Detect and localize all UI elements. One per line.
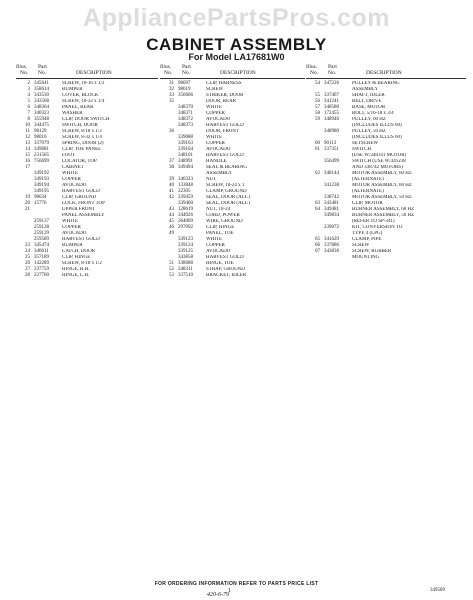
part-description: COPPER bbox=[206, 111, 225, 116]
header-part: Part bbox=[328, 64, 337, 70]
part-number: 348144 bbox=[324, 171, 339, 176]
handwritten-note: 420-6-79 bbox=[207, 592, 229, 598]
illus-number: 31 bbox=[169, 81, 174, 86]
header-no: No. bbox=[310, 70, 319, 76]
part-description: AVOCADO bbox=[206, 147, 231, 152]
part-number: 348371 bbox=[178, 111, 193, 116]
part-number: 343858 bbox=[178, 255, 193, 260]
illus-number: 66 bbox=[315, 243, 320, 248]
illus-number: 2 bbox=[27, 81, 30, 86]
part-description: SCREW, 8-32 x 1/4 bbox=[62, 135, 102, 140]
part-number: 358614 bbox=[34, 87, 49, 92]
illus-number: 38 bbox=[169, 165, 174, 170]
header-divider bbox=[306, 78, 466, 79]
part-description: COPPER bbox=[206, 243, 225, 248]
part-number: 340323 bbox=[34, 111, 49, 116]
part-description: DOOR, FRONT bbox=[206, 129, 240, 134]
part-description: SCREW, 10-16 x 1/2 bbox=[62, 81, 105, 86]
part-description: PULLEY, 60 HZ bbox=[352, 117, 386, 122]
illus-number: 64 bbox=[315, 207, 320, 212]
part-number: 343481 bbox=[324, 201, 339, 206]
part-description: ASSEMBLY bbox=[206, 171, 233, 176]
parts-rows bbox=[160, 81, 305, 279]
illus-number: 14 bbox=[25, 147, 30, 152]
illus-number: 32 bbox=[169, 87, 174, 92]
illus-number: 58 bbox=[315, 111, 320, 116]
illus-number: 24 bbox=[25, 249, 30, 254]
illus-number: 51 bbox=[169, 261, 174, 266]
illus-number: 19 bbox=[25, 195, 30, 200]
part-number: 349193 bbox=[34, 177, 49, 182]
watermark: AppliancePartsPros.com bbox=[83, 4, 390, 32]
part-description: MOUNTING bbox=[352, 255, 380, 260]
illus-number: 6 bbox=[27, 105, 30, 110]
illus-number: 20 bbox=[25, 201, 30, 206]
part-description: (USE W/348141 MOTOR) bbox=[352, 153, 407, 158]
part-number: 349194 bbox=[34, 183, 49, 188]
part-description: NUT bbox=[206, 177, 217, 182]
footer-note: FOR ORDERING INFORMATION REFER TO PARTS PRICE LIST bbox=[154, 581, 319, 587]
part-number: 356606 bbox=[178, 93, 193, 98]
part-description: SETSCREW bbox=[352, 141, 379, 146]
part-number: 133848 bbox=[178, 183, 193, 188]
part-number: 142289 bbox=[34, 261, 49, 266]
part-number: 339125 bbox=[178, 249, 193, 254]
part-description: CABINET bbox=[62, 165, 84, 170]
part-number: 348991 bbox=[178, 159, 193, 164]
part-description: SCREW, 10-32 x 1/4 bbox=[62, 99, 105, 104]
part-number: 364069 bbox=[178, 219, 193, 224]
part-number: 349192 bbox=[34, 171, 49, 176]
illus-number: 4 bbox=[27, 93, 30, 98]
part-number: 357189 bbox=[34, 255, 49, 260]
table-row bbox=[16, 273, 158, 279]
part-number: 349195 bbox=[34, 189, 49, 194]
header-no: No. bbox=[20, 70, 29, 76]
illus-number: 11 bbox=[25, 129, 30, 134]
illus-number: 13 bbox=[25, 141, 30, 146]
illus-number: 21 bbox=[25, 207, 30, 212]
part-description: BUMPER bbox=[62, 243, 83, 248]
part-description: HARVEST GOLD bbox=[206, 153, 244, 158]
header-divider bbox=[160, 78, 305, 79]
parts-column-3 bbox=[306, 64, 466, 261]
column-header bbox=[16, 64, 158, 77]
part-number: 348946 bbox=[324, 117, 339, 122]
part-number bbox=[320, 255, 352, 261]
part-number: 231565 bbox=[34, 153, 49, 158]
part-description: STRIKER, DOOR bbox=[206, 93, 244, 98]
part-number: 756699 bbox=[34, 159, 49, 164]
part-number: 348101 bbox=[178, 153, 193, 158]
part-description: HANDLE bbox=[206, 159, 227, 164]
part-number: 348373 bbox=[178, 123, 193, 128]
part-description: AVOCADO bbox=[206, 117, 231, 122]
part-description: CLIP, TOE PANEL bbox=[62, 147, 102, 152]
part-number: 337510 bbox=[178, 273, 193, 278]
part-description: SEAL, DOOR (ALT.) bbox=[206, 201, 250, 206]
illus-number: 39 bbox=[169, 177, 174, 182]
parts-rows bbox=[306, 81, 466, 261]
illus-number: 63 bbox=[315, 201, 320, 206]
illus-number: 56 bbox=[315, 99, 320, 104]
part-number: 349494 bbox=[178, 165, 193, 170]
illus-number: 17 bbox=[25, 165, 30, 170]
part-number: 348980 bbox=[324, 129, 339, 134]
illus-number: 25 bbox=[25, 255, 30, 260]
part-number: 348580 bbox=[324, 105, 339, 110]
part-description: PANEL, REAR bbox=[62, 105, 94, 110]
part-number: 349681 bbox=[34, 147, 49, 152]
part-number: 259137 bbox=[34, 219, 49, 224]
part-description: AVOCADO bbox=[206, 249, 231, 254]
illus-number: 60 bbox=[315, 141, 320, 146]
part-number: 344475 bbox=[34, 123, 49, 128]
part-number: 98619 bbox=[178, 87, 191, 92]
parts-column-1 bbox=[16, 64, 158, 279]
part-description: MOTOR ASSEMBLY, 60 HZ bbox=[352, 171, 412, 176]
part-description: LOCK, FRONT TOP bbox=[62, 201, 105, 206]
part-description: SHAFT, IDLER bbox=[352, 93, 385, 98]
part-number: 337886 bbox=[324, 243, 339, 248]
illus-number: 61 bbox=[315, 147, 320, 152]
part-description: CLAMP, GROUND bbox=[206, 189, 247, 194]
illus-number: 40 bbox=[169, 183, 174, 188]
part-number: 339163 bbox=[178, 141, 193, 146]
header-description: DESCRIPTION bbox=[366, 70, 402, 76]
page-number: 1 bbox=[228, 588, 231, 594]
part-description: CLIP, DOOR SWITCH bbox=[62, 117, 110, 122]
part-number: 348364 bbox=[34, 105, 49, 110]
part-description: SEAL & BEARING bbox=[206, 165, 247, 170]
part-description: (REFER TO SP-341) bbox=[352, 219, 395, 224]
part-description: HARVEST GOLD bbox=[62, 189, 100, 194]
part-number: 172455 bbox=[324, 111, 339, 116]
part-description: ASSEMBLY bbox=[352, 87, 379, 92]
header-illus: Illus. bbox=[16, 64, 28, 70]
illus-number: 27 bbox=[25, 267, 30, 272]
part-number: 348370 bbox=[178, 105, 193, 110]
header-illus: Illus. bbox=[160, 64, 172, 70]
part-description: (ALTERNATE) bbox=[352, 177, 384, 182]
part-number: 349834 bbox=[324, 213, 339, 218]
part-description: CLAMP, PIPE bbox=[352, 237, 382, 242]
part-number: 346323 bbox=[178, 177, 193, 182]
illus-number: 59 bbox=[315, 117, 320, 122]
part-description: KIT, CONVERSION TO bbox=[352, 225, 403, 230]
part-description: WASHER bbox=[62, 111, 83, 116]
illus-number: 16 bbox=[25, 159, 30, 164]
part-description: SCREW, 10-24 x 1 bbox=[206, 183, 245, 188]
header-part-no: No. bbox=[328, 70, 337, 76]
illus-number: 10 bbox=[25, 123, 30, 128]
part-number: 259139 bbox=[34, 231, 49, 236]
illus-number: 33 bbox=[169, 93, 174, 98]
part-description: TYPE 4 (LPG) bbox=[352, 231, 383, 236]
part-description: BOLT, 5/16-18 x 3/4 bbox=[352, 111, 394, 116]
header-part-no: No. bbox=[38, 70, 47, 76]
illus-number: 43 bbox=[169, 207, 174, 212]
illus-number: 42 bbox=[169, 195, 174, 200]
header-part: Part bbox=[38, 64, 47, 70]
part-number: 239072 bbox=[324, 225, 339, 230]
part-description: FOOT bbox=[62, 153, 76, 158]
part-number: 15776 bbox=[34, 201, 47, 206]
part-description: BASE, MOTOR bbox=[352, 105, 386, 110]
illus-number: 46 bbox=[169, 225, 174, 230]
illus-number: 26 bbox=[25, 261, 30, 266]
illus-number: 7 bbox=[27, 111, 30, 116]
header-part: Part bbox=[182, 64, 191, 70]
page-subtitle: For Model LA17681W0 bbox=[188, 52, 285, 62]
part-description: CLIP, HINGE bbox=[206, 225, 235, 230]
illus-number: 12 bbox=[25, 135, 30, 140]
part-number: 356499 bbox=[324, 159, 339, 164]
part-description: WHITE bbox=[206, 105, 223, 110]
illus-number: 62 bbox=[315, 171, 320, 176]
illus-number: 23 bbox=[25, 243, 30, 248]
part-number: 259138 bbox=[34, 225, 49, 230]
part-description: SCREW bbox=[206, 87, 224, 92]
part-description: HARVEST GOLD bbox=[206, 255, 244, 260]
part-number: 341241 bbox=[324, 99, 339, 104]
header-description: DESCRIPTION bbox=[220, 70, 256, 76]
part-number: 348311 bbox=[178, 267, 193, 272]
part-number: 259589 bbox=[34, 237, 49, 242]
part-description: PANEL ASSEMBLY bbox=[62, 213, 105, 218]
parts-column-2 bbox=[160, 64, 305, 279]
illus-number: 37 bbox=[169, 159, 174, 164]
part-description: STRAP, GROUND bbox=[206, 267, 245, 272]
illus-number: 45 bbox=[169, 219, 174, 224]
part-number: 343530 bbox=[34, 93, 49, 98]
illus-number: 36 bbox=[169, 129, 174, 134]
part-number: 22305 bbox=[178, 189, 191, 194]
part-number: 338742 bbox=[324, 195, 339, 200]
part-number: 341238 bbox=[324, 183, 339, 188]
header-part-no: No. bbox=[182, 70, 191, 76]
part-description: SPRING, DOOR (2) bbox=[62, 141, 104, 146]
part-description: BUMPER bbox=[62, 87, 83, 92]
part-description: SCREW, 8-18 x 1/2 bbox=[62, 129, 102, 134]
part-description: (INCLUDES ILLUS 60) bbox=[352, 123, 402, 128]
illus-number: 5 bbox=[27, 99, 30, 104]
part-description: HINGE, TOE bbox=[206, 261, 234, 266]
page-title: CABINET ASSEMBLY bbox=[146, 35, 327, 54]
part-number: 337351 bbox=[324, 147, 339, 152]
illus-number: 49 bbox=[169, 231, 174, 236]
part-description: SEAL, DOOR (ALT.) bbox=[206, 195, 250, 200]
part-description: COPPER bbox=[62, 177, 81, 182]
illus-number: 57 bbox=[315, 105, 320, 110]
part-description: WHITE bbox=[206, 237, 223, 242]
part-description: NUT, 10-24 bbox=[206, 207, 231, 212]
part-description: WHITE bbox=[62, 219, 79, 224]
part-description: HARVEST GOLD bbox=[62, 237, 100, 242]
part-description: CLIP, HARNESS bbox=[206, 81, 242, 86]
part-number: 90113 bbox=[324, 141, 337, 146]
header-description: DESCRIPTION bbox=[76, 70, 112, 76]
part-description: MOTOR ASSEMBLY, 50 HZ bbox=[352, 195, 412, 200]
part-description: WHITE bbox=[62, 171, 79, 176]
part-number: 349481 bbox=[324, 207, 339, 212]
part-description: SCREW, RUBBER bbox=[352, 249, 392, 254]
part-description: CLIP, HINGE bbox=[62, 255, 91, 260]
part-description: CORD, POWER bbox=[206, 213, 240, 218]
part-number: 348372 bbox=[178, 117, 193, 122]
part-description: DOOR, REAR bbox=[206, 99, 237, 104]
part-number: 98129 bbox=[34, 129, 47, 134]
part-description: SWITCH, DOOR bbox=[62, 123, 98, 128]
part-description: PULLEY, 50 HZ bbox=[352, 129, 386, 134]
part-number: 340611 bbox=[34, 249, 49, 254]
illus-number: 3 bbox=[27, 87, 30, 92]
part-description: PULLEY & BEARING bbox=[352, 81, 400, 86]
part-description: (INCLUDES ILLUS 60) bbox=[352, 135, 402, 140]
part-description: AND 338742 MOTORS) bbox=[352, 165, 403, 170]
illus-number: 52 bbox=[169, 267, 174, 272]
part-number: 345641 bbox=[34, 81, 49, 86]
part-number: 339164 bbox=[178, 147, 193, 152]
illus-number: 55 bbox=[315, 93, 320, 98]
part-number: 339123 bbox=[178, 237, 193, 242]
part-description: BURNER ASSEMBLY, 60 HZ bbox=[352, 207, 415, 212]
part-number: 339460 bbox=[178, 201, 193, 206]
part-description: BELT, DRIVE bbox=[352, 99, 382, 104]
part-description: WHITE bbox=[206, 135, 223, 140]
illus-number: 53 bbox=[169, 273, 174, 278]
part-description: CLIP, GROUND bbox=[62, 195, 97, 200]
part-number: 337407 bbox=[324, 93, 339, 98]
header-illus: Illus. bbox=[306, 64, 318, 70]
part-description: WIRE, GROUND bbox=[206, 219, 243, 224]
part-description: AVOCADO bbox=[62, 231, 87, 236]
part-number: 237760 bbox=[34, 273, 49, 278]
part-description: AVOCADO bbox=[62, 183, 87, 188]
part-number: 237759 bbox=[34, 267, 49, 272]
illus-number: 8 bbox=[27, 117, 30, 122]
illus-number bbox=[306, 255, 320, 261]
part-number: 339124 bbox=[178, 243, 193, 248]
header-divider bbox=[16, 78, 158, 79]
part-number: 98016 bbox=[34, 135, 47, 140]
part-number: 98697 bbox=[178, 81, 191, 86]
part-number: 337079 bbox=[34, 141, 49, 146]
part-number: 343568 bbox=[34, 99, 49, 104]
part-description: CATCH, DOOR bbox=[62, 249, 96, 254]
part-description: SCREW bbox=[352, 243, 370, 248]
illus-number: 65 bbox=[315, 237, 320, 242]
part-number: 339459 bbox=[178, 195, 193, 200]
part-description: HARVEST GOLD bbox=[206, 123, 244, 128]
document-number: 349589 bbox=[430, 588, 445, 593]
part-description: LOCATOR, TOP bbox=[62, 159, 97, 164]
part-description: BURNER ASSEMBLY, 50 HZ bbox=[352, 213, 415, 218]
part-description: SWITCH bbox=[352, 147, 372, 152]
part-description: BRACKET, IDLER bbox=[206, 273, 247, 278]
illus-number: 44 bbox=[169, 213, 174, 218]
illus-number: 35 bbox=[169, 99, 174, 104]
column-header bbox=[160, 64, 305, 77]
part-description: COVER, BLOCK bbox=[62, 93, 99, 98]
part-description: UPPER FRONT bbox=[62, 207, 96, 212]
illus-number: 28 bbox=[25, 273, 30, 278]
part-number: 128619 bbox=[178, 207, 193, 212]
illus-number: 67 bbox=[315, 249, 320, 254]
part-number: 345474 bbox=[34, 243, 49, 248]
part-number: 355948 bbox=[34, 117, 49, 122]
illus-number: 54 bbox=[315, 81, 320, 86]
part-description: SWITCH (USE W/341238 bbox=[352, 159, 406, 164]
part-number: 341629 bbox=[324, 237, 339, 242]
part-description: MOTOR ASSEMBLY, 60 HZ bbox=[352, 183, 412, 188]
part-description: HINGE, L.H. bbox=[62, 273, 90, 278]
part-number: 338088 bbox=[178, 261, 193, 266]
header-no: No. bbox=[164, 70, 173, 76]
table-row bbox=[306, 255, 466, 261]
parts-rows bbox=[16, 81, 158, 279]
part-description: SCREW, 8-18 x 1/2 bbox=[62, 261, 102, 266]
part-description: (ALTERNATE) bbox=[352, 189, 384, 194]
column-header bbox=[306, 64, 466, 77]
part-description: CLIP, MOTOR bbox=[352, 201, 383, 206]
part-number: 339088 bbox=[178, 135, 193, 140]
part-number: 297092 bbox=[178, 225, 193, 230]
part-description: HINGE, R.H. bbox=[62, 267, 90, 272]
part-number: 343836 bbox=[324, 249, 339, 254]
part-description: PANEL, TOE bbox=[206, 231, 234, 236]
part-number: 98634 bbox=[34, 195, 47, 200]
part-number: 347226 bbox=[324, 81, 339, 86]
part-description: COPPER bbox=[206, 141, 225, 146]
table-row bbox=[160, 273, 305, 279]
part-number: 344026 bbox=[178, 213, 193, 218]
part-description: COPPER bbox=[62, 225, 81, 230]
illus-number: 41 bbox=[169, 189, 174, 194]
illus-number: 15 bbox=[25, 153, 30, 158]
